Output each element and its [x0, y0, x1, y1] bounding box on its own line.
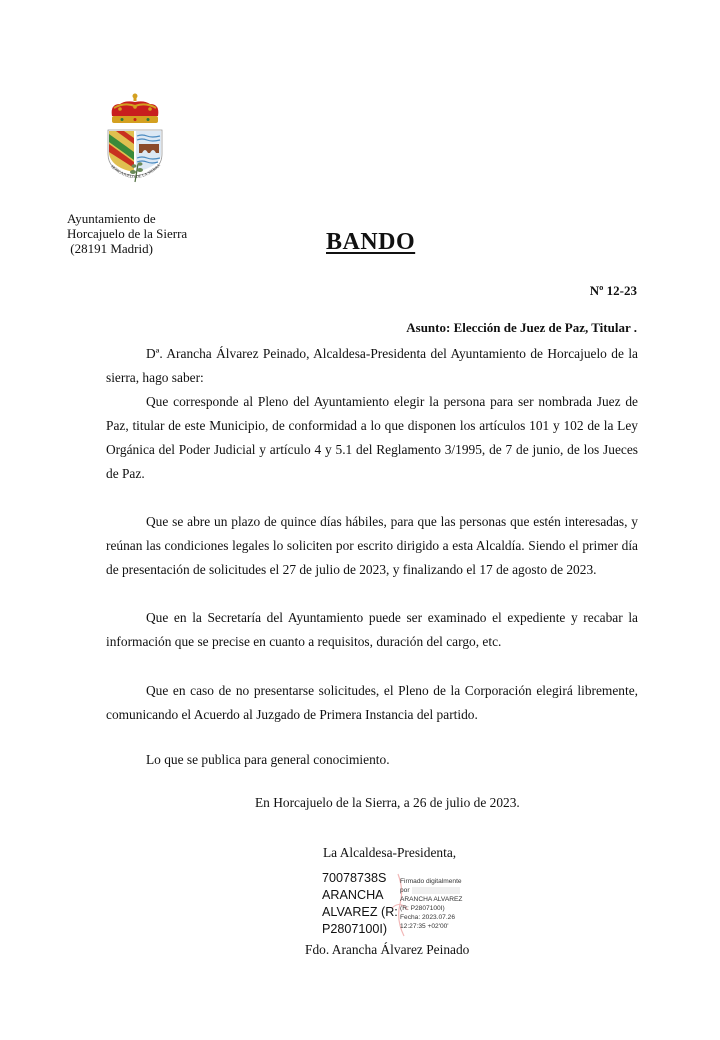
signer-id-line: ALVAREZ (R: [322, 905, 398, 919]
signature-meta-por: por [400, 887, 410, 894]
signature-meta-line: (R: P2807100I) [400, 905, 445, 912]
crown-icon [112, 94, 159, 124]
signature-meta-line: ARANCHA ALVAREZ [400, 896, 463, 903]
signature-title: La Alcaldesa-Presidenta, [323, 845, 457, 860]
organization-line: (28191 Madrid) [67, 241, 153, 256]
document-title: BANDO [326, 229, 416, 255]
signer-id-line: 70078738S [322, 871, 387, 885]
coat-of-arms-icon [104, 92, 166, 188]
organization-line: Ayuntamiento de [67, 211, 156, 226]
redacted-field [412, 887, 460, 894]
signature-meta-line: 12:27:35 +02'00' [400, 923, 449, 930]
signer-id [322, 870, 398, 938]
signer-id-line: P2807100I) [322, 922, 388, 936]
document-subject: Asunto: Elección de Juez de Paz, Titular . [406, 320, 637, 335]
paragraph: Que se abre un plazo de quince días hábiles, para que las personas que estén interesadas, y reúnan las condiciones legales lo soliciten por escrito dirigido a esta Alcaldía. Siendo el primer día de presentación de solicitudes el 27 de julio de 2023, y finalizando el 17 de agosto de 2023. [106, 514, 638, 577]
paragraph-group-secretary [106, 606, 638, 654]
paragraph-group-closing [106, 748, 638, 772]
crest-motto: HORCAJUELO DE LA SIERRA [110, 162, 162, 180]
signature-meta-line: Firmado digitalmente [400, 878, 462, 885]
organization-address [67, 211, 187, 256]
paragraph: Lo que se publica para general conocimiento. [146, 752, 390, 767]
signer-id-line: ARANCHA [322, 888, 384, 902]
document-number: Nº 12-23 [589, 283, 637, 298]
paragraph: Que en la Secretaría del Ayuntamiento puede ser examinado el expediente y recabar la información que se precise en cuanto a requisitos, duración del cargo, etc. [106, 610, 638, 649]
organization-line: Horcajuelo de la Sierra [67, 226, 188, 241]
signature-metadata [400, 877, 462, 931]
paragraph: Que en caso de no presentarse solicitudes, el Pleno de la Corporación elegirá libremente, comunicando el Acuerdo al Juzgado de Primera Instancia del partido. [106, 683, 638, 722]
signed-by: Fdo. Arancha Álvarez Peinado [305, 942, 470, 957]
paragraph-group-deadline [106, 510, 638, 582]
paragraph-group-no-applicants [106, 679, 638, 727]
paragraph-group-intro [106, 342, 638, 486]
digital-signature-block [322, 870, 502, 940]
signature-meta-line [400, 886, 462, 895]
paragraph: Que corresponde al Pleno del Ayuntamiento elegir la persona para ser nombrada Juez de Paz, titular de este Municipio, de conformidad a lo que disponen los artículos 101 y 102 de la Ley Orgánica del Poder Judicial y artículo 4 y 5.1 del Reglamento 3/1995, de 7 de junio, de los Jueces de Paz. [106, 394, 638, 481]
paragraph: Dª. Arancha Álvarez Peinado, Alcaldesa-Presidenta del Ayuntamiento de Horcajuelo de la sierra, hago saber: [106, 346, 638, 385]
place-and-date: En Horcajuelo de la Sierra, a 26 de julio de 2023. [255, 795, 520, 810]
signature-meta-line: Fecha: 2023.07.26 [400, 914, 455, 921]
